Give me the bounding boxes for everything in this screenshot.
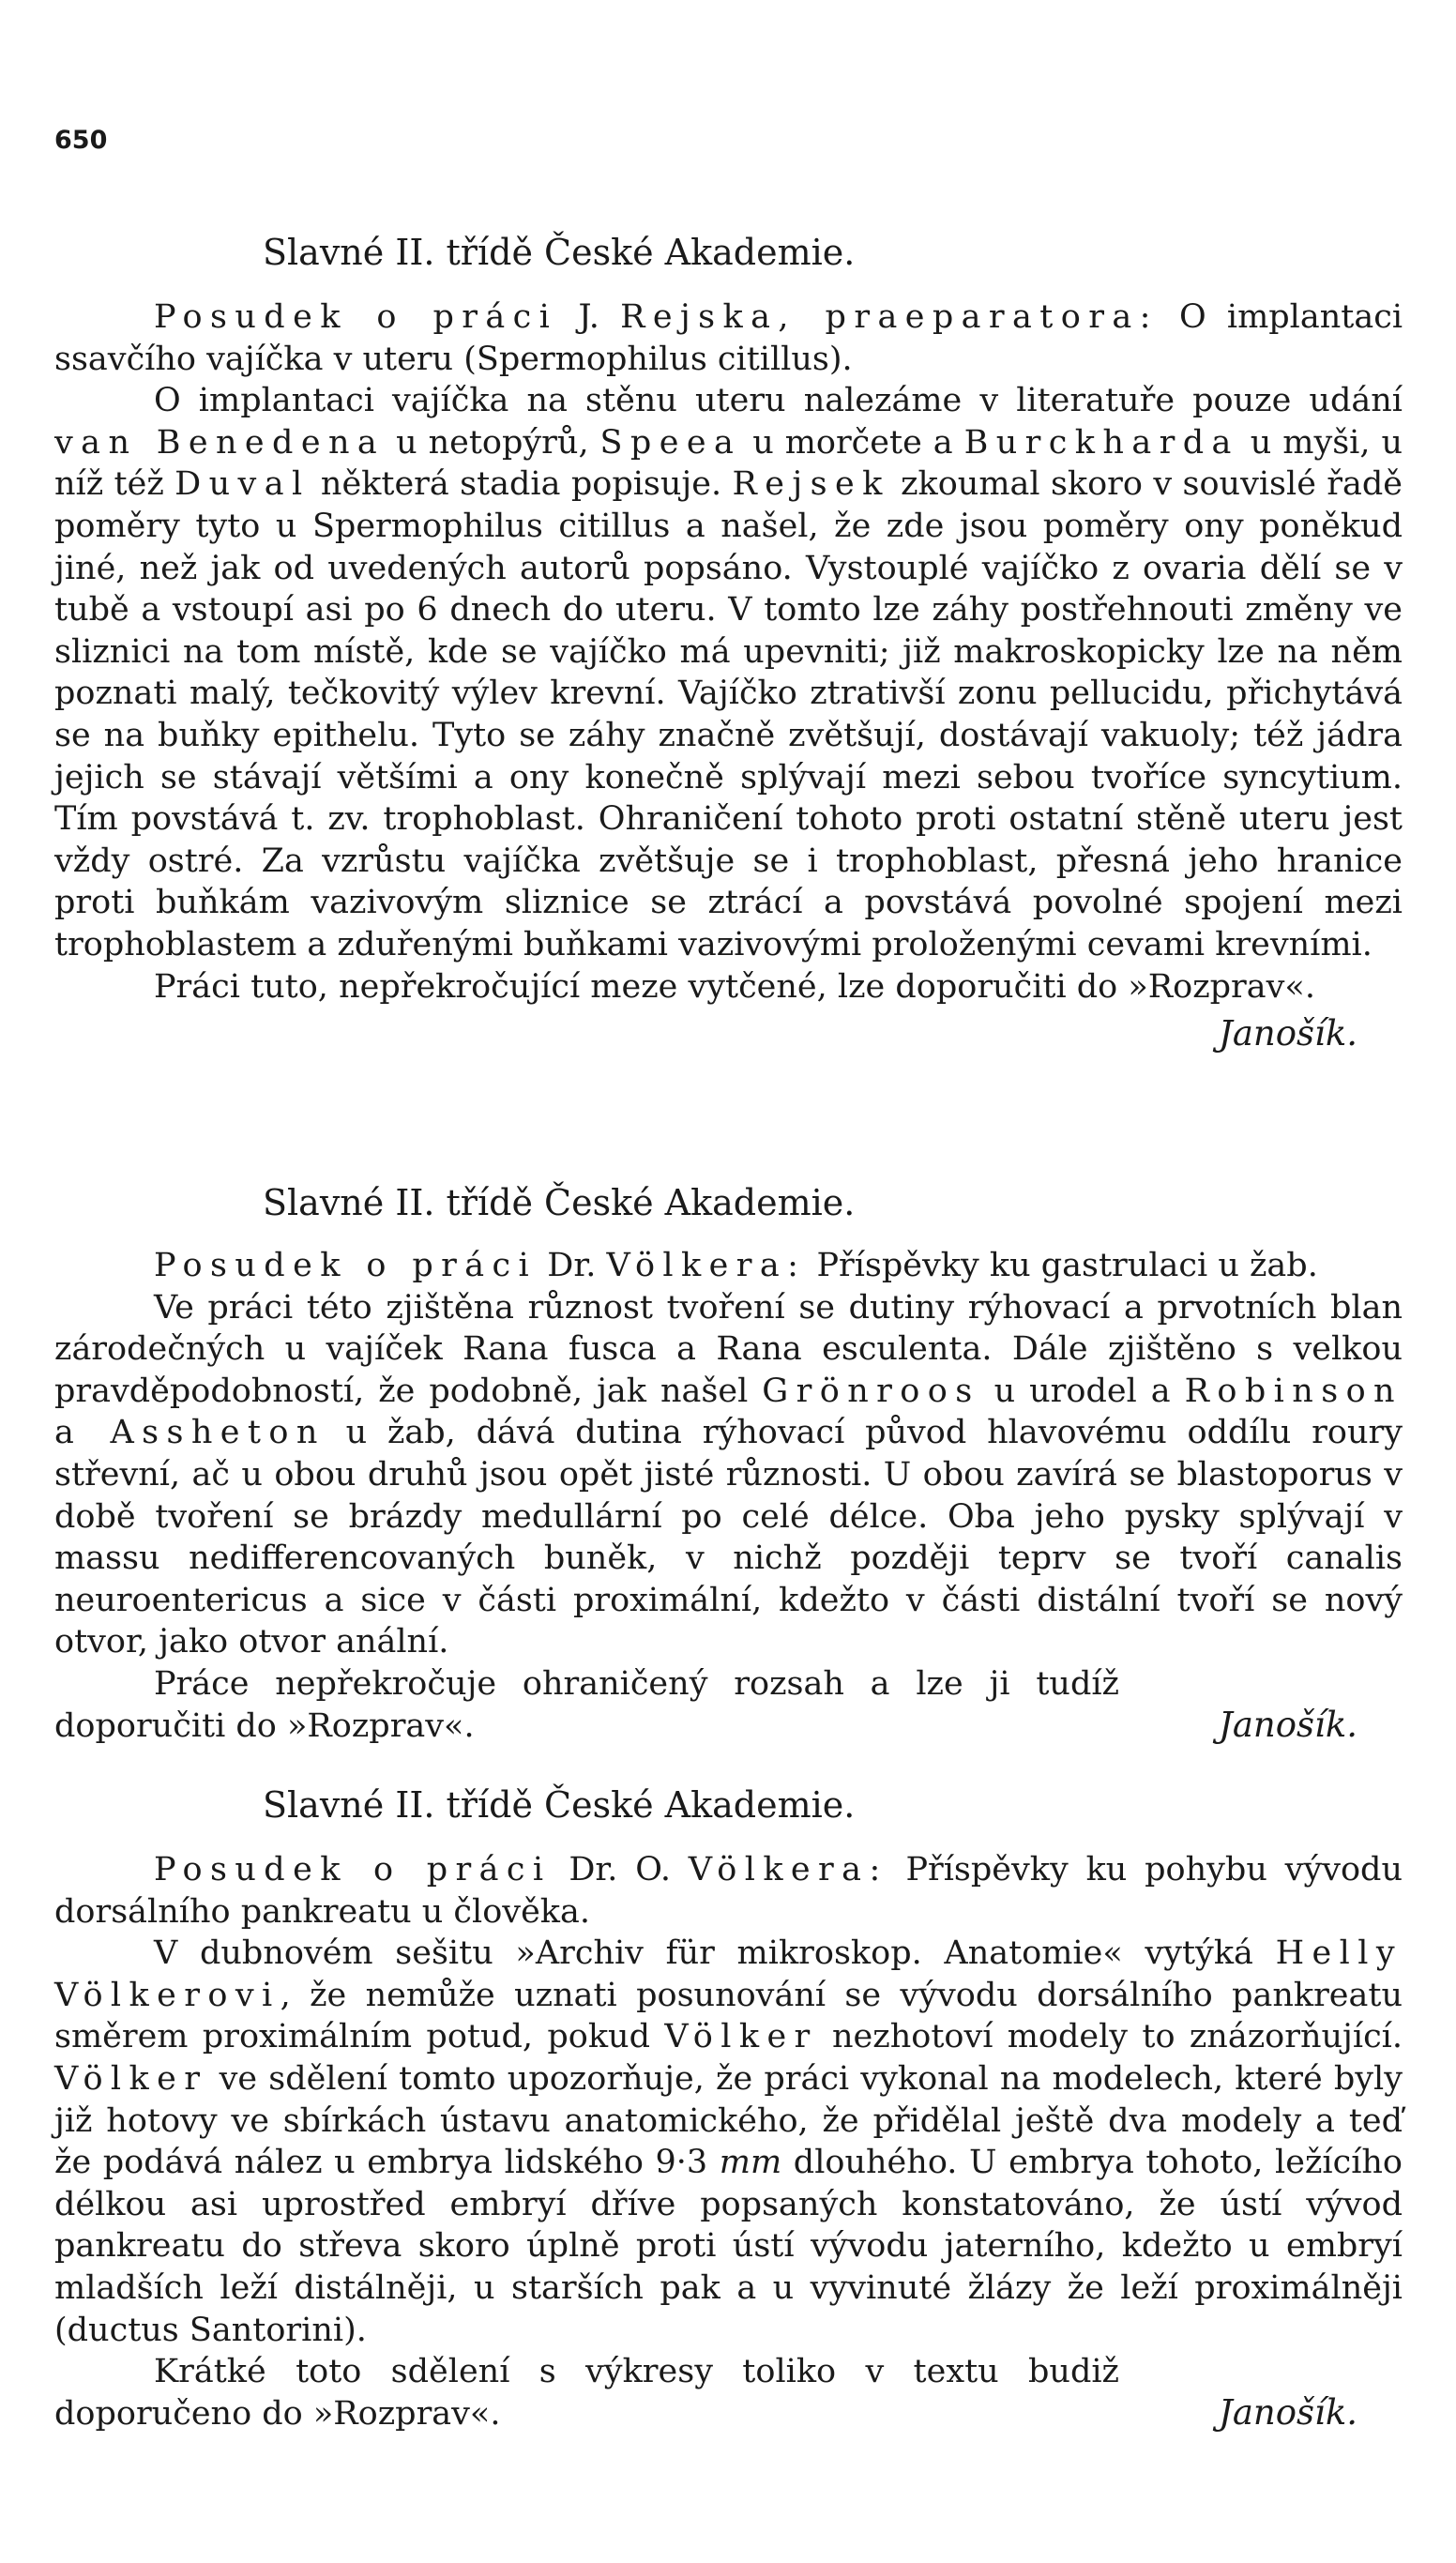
page-number: 650 <box>54 126 108 155</box>
review-title: Posudek o práci Dr. O. Völkera: Příspěvky ku pohybu vývodu dorsálního pankreatu u člověka. <box>54 1851 1403 1931</box>
review-section-3 <box>54 1782 1403 2434</box>
section-heading: Slavné II. třídě České Akademie. <box>263 232 856 273</box>
review-body: V dubnovém sešitu »Archiv für mikroskop. Anatomie« vytýká Helly Völkerovi, že nemůže uznati posunování se vývodu dorsálního pankreatu směrem proximálním potud, pokud Völker nezhotoví modely to znázorňující. Völker ve sdělení tomto upozorňuje, že práci vykonal na modelech, které byly již hotovy ve sbírkách ústavu anatomického, že přidělal ještě dva modely a teď že podává nález u embrya lidského 9·3 mm dlouhého. U embrya tohoto, ležícího délkou asi uprostřed embryí dříve popsaných konstatováno, že ústí vývod pankreatu do střeva skoro úplně proti ústí vývodu jaterního, kdežto u embryí mladších leží distálněji, u starších pak a u vyvinuté žlázy že leží proximálněji (ductus Santorini). <box>54 1934 1403 2349</box>
review-section-1 <box>54 230 1403 1055</box>
signature: Janošík. <box>1219 1013 1357 1054</box>
review-title: Posudek o práci J. Rejska, praeparatora: O implantaci ssavčího vajíčka v uteru (Spermophilus citillus). <box>54 298 1403 378</box>
signature: Janošík. <box>1219 2392 1357 2434</box>
review-body: Ve práci této zjištěna různost tvoření se dutiny rýhovací a prvotních blan zárodečných u vajíček Rana fusca a Rana esculenta. Dále zjištěno s velkou pravděpodobností, že podobně, jak našel Grönroos u urodel a Robinson a Assheton u žab, dává dutina rýhovací původ hlavovému oddílu roury střevní, ač u obou druhů jsou opět jisté různosti. U obou zavírá se blastoporus v době tvoření se brázdy medullární po celé délce. Oba jeho pysky splývají v massu nedifferencovaných buněk, v nichž později teprv se tvoří canalis neuroentericus a sice v části proximální, kdežto v části distální tvoří se nový otvor, jako otvor anální. <box>54 1288 1403 1661</box>
signature: Janošík. <box>1219 1704 1357 1745</box>
review-body: O implantaci vajíčka na stěnu uteru nalezáme v literatuře pouze udání van Benedena u netopýrů, Speea u morčete a Burckharda u myši, u níž též Duval některá stadia popisuje. Rejsek zkoumal skoro v souvislé řadě poměry tyto u Spermophilus citillus a našel, že zde jsou poměry ony poněkud jiné, než jak od uvedených autorů popsáno. Vystouplé vajíčko z ovaria dělí se v tubě a vstoupí asi po 6 dnech do uteru. V tomto lze záhy postřehnouti změny ve sliznici na tom místě, kde se vajíčko má upevniti; již makroskopicky lze na něm poznati malý, tečkovitý výlev krevní. Vajíčko ztrativší zonu pellucidu, přichytává se na buňky epithelu. Tyto se záhy značně zvětšují, dostávají vakuoly; též jádra jejich se stávají většími a ony konečně splývají mezi sebou tvoříce syncytium. Tím povstává t. zv. trophoblast. Ohraničení tohoto proti ostatní stěně uteru jest vždy ostré. Za vzrůstu vajíčka zvětšuje se i trophoblast, přesná jeho hranice proti buňkám vazivovým sliznice se ztrácí a povstává povolné spojení mezi trophoblastem a zduřenými buňkami vazivovými proloženými cevami krevními. <box>54 382 1403 963</box>
section-heading: Slavné II. třídě České Akademie. <box>263 1182 856 1223</box>
review-section-2 <box>54 1180 1403 1747</box>
section-heading: Slavné II. třídě České Akademie. <box>263 1784 856 1826</box>
review-recommendation: Práci tuto, nepřekročující meze vytčené, lze doporučiti do »Rozprav«. <box>154 967 1315 1006</box>
review-recommendation: Janošík. Krátké toto sdělení s výkresy toliko v textu budiž doporučeno do »Rozprav«. <box>54 2353 1357 2434</box>
review-title: Posudek o práci Dr. Völkera: Příspěvky ku gastrulaci u žab. <box>154 1247 1318 1284</box>
review-recommendation: Janošík. Práce nepřekročuje ohraničený rozsah a lze ji tudíž doporučiti do »Rozprav«. <box>54 1664 1357 1745</box>
